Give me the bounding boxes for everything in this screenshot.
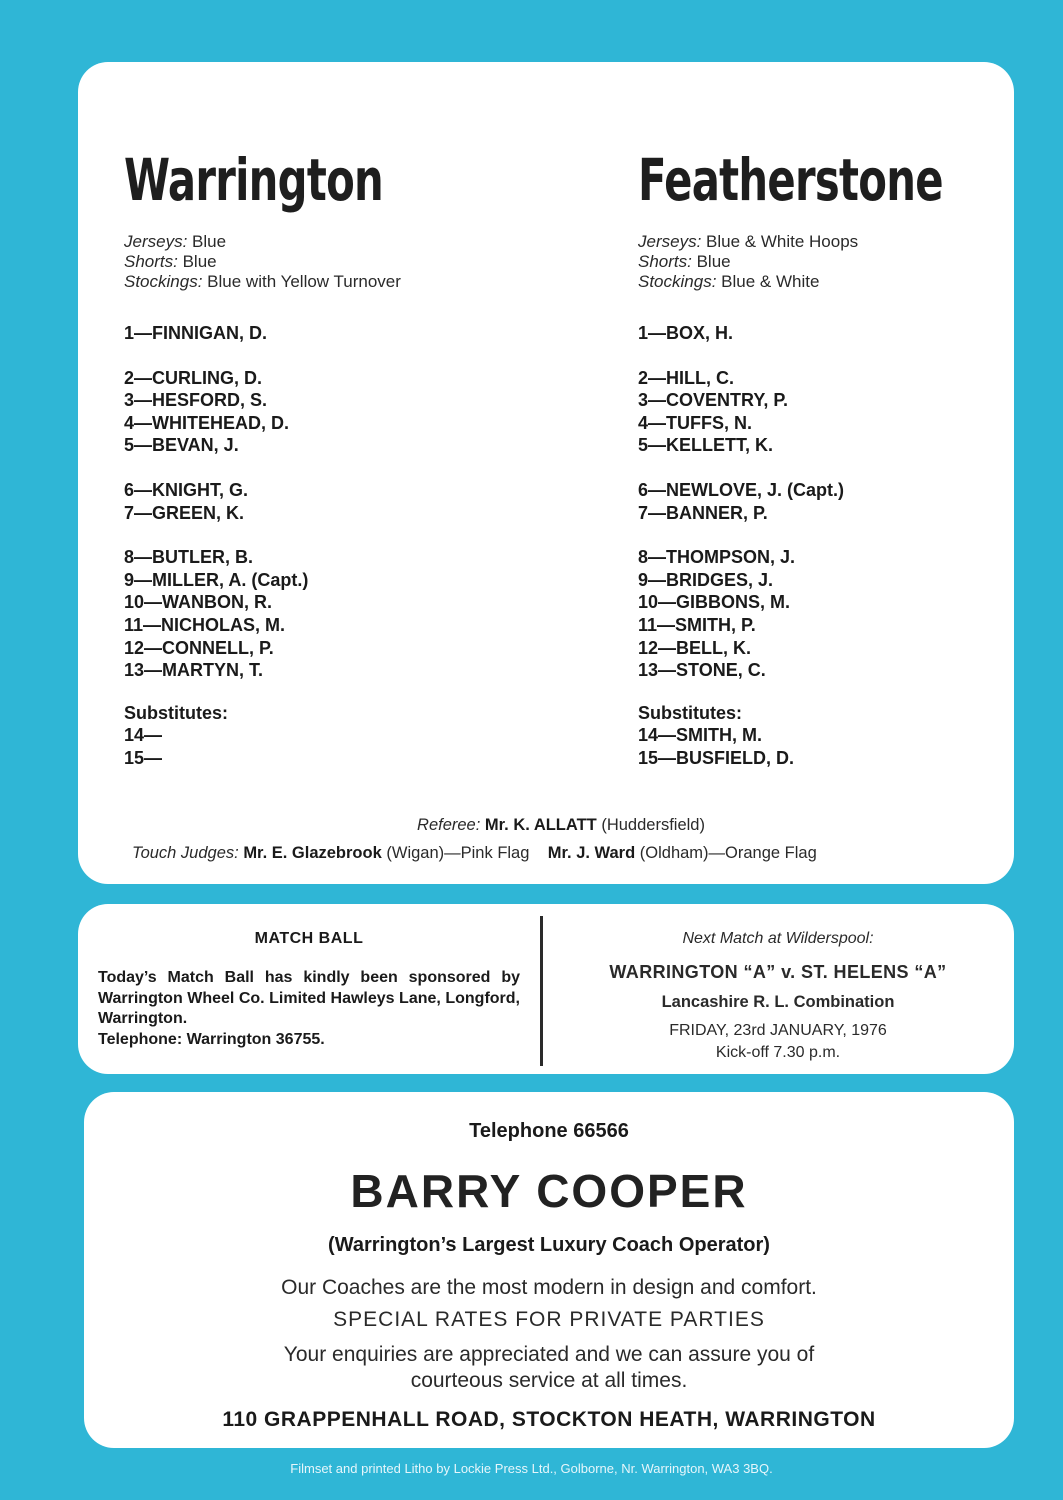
home-kit [124, 232, 544, 292]
away-jerseys-label: Jerseys: [638, 232, 702, 251]
player: 4—TUFFS, N. [638, 412, 753, 433]
advert-card [84, 1092, 1014, 1448]
advert-telephone: Telephone 66566 [469, 1120, 629, 1142]
player: 8—BUTLER, B. [124, 547, 254, 568]
away-kit [638, 232, 998, 292]
away-shorts: Blue [696, 252, 731, 271]
player: 8—THOMPSON, J. [638, 547, 796, 568]
judge1-detail: (Wigan)—Pink Flag [386, 844, 530, 862]
printer-credit: Filmset and printed Litho by Lockie Press Ltd., Golborne, Nr. Warrington, WA3 3BQ. [290, 1461, 773, 1476]
player: 2—HILL, C. [638, 367, 735, 388]
match-ball-section [98, 930, 520, 1050]
next-match-kickoff: Kick-off 7.30 p.m. [715, 1044, 841, 1061]
home-shorts: Blue [182, 252, 217, 271]
player: 7—BANNER, P. [638, 502, 768, 523]
home-jerseys-label: Jerseys: [124, 232, 188, 251]
info-card [78, 904, 1014, 1074]
player: 10—WANBON, R. [124, 592, 273, 613]
player: 11—NICHOLAS, M. [124, 614, 286, 635]
home-jerseys: Blue [192, 232, 227, 251]
advert-line-3b: courteous service at all times. [410, 1369, 688, 1392]
player: 9—BRIDGES, J. [638, 569, 774, 590]
home-stockings-label: Stockings: [124, 272, 203, 291]
substitute: 14— [124, 725, 163, 746]
player: 3—COVENTRY, P. [638, 390, 789, 411]
home-substitutes [124, 724, 544, 769]
player: 3—HESFORD, S. [124, 390, 268, 411]
away-substitutes [638, 724, 998, 769]
player: 12—CONNELL, P. [124, 637, 274, 658]
judge1-name: Mr. E. Glazebrook [243, 844, 382, 862]
match-ball-title: MATCH BALL [254, 930, 364, 947]
referee-label: Referee: [417, 816, 481, 834]
player: 13—MARTYN, T. [124, 660, 264, 681]
team-lineups-card [78, 62, 1014, 884]
home-stockings: Blue with Yellow Turnover [207, 272, 401, 291]
advert-line-2: SPECIAL RATES FOR PRIVATE PARTIES [333, 1308, 765, 1331]
player: 1—FINNIGAN, D. [124, 323, 268, 343]
home-shorts-label: Shorts: [124, 252, 178, 271]
player: 9—MILLER, A. (Capt.) [124, 569, 309, 590]
home-team-name: Warrington [124, 146, 384, 214]
next-match-competition: Lancashire R. L. Combination [661, 993, 895, 1011]
touch-judges-line [78, 838, 1014, 868]
next-match-date [558, 1020, 998, 1064]
advert-address: 110 GRAPPENHALL ROAD, STOCKTON HEATH, WARRINGTON [222, 1408, 876, 1431]
away-substitutes-label: Substitutes: [638, 702, 743, 723]
away-stockings: Blue & White [721, 272, 820, 291]
player: 11—SMITH, P. [638, 614, 756, 635]
judge2-detail: (Oldham)—Orange Flag [639, 844, 817, 862]
player: 5—KELLETT, K. [638, 435, 774, 456]
match-ball-text: Today’s Match Ball has kindly been sponsored by Warrington Wheel Co. Limited Hawleys Lane, Longford, Warrington. [98, 969, 520, 1027]
player: 12—BELL, K. [638, 637, 752, 658]
away-team-name: Featherstone [638, 146, 943, 214]
home-team [124, 140, 544, 770]
match-officials [78, 812, 1014, 868]
substitute: 15—BUSFIELD, D. [638, 747, 795, 768]
next-match-day: FRIDAY, 23rd JANUARY, 1976 [669, 1022, 887, 1039]
player: 2—CURLING, D. [124, 367, 263, 388]
player: 4—WHITEHEAD, D. [124, 412, 290, 433]
advert-line-3 [84, 1342, 1014, 1394]
judge2-name: Mr. J. Ward [547, 844, 636, 862]
home-squad [124, 322, 544, 682]
away-jerseys: Blue & White Hoops [706, 232, 859, 251]
substitute: 14—SMITH, M. [638, 725, 763, 746]
referee-name: Mr. K. ALLATT [484, 816, 597, 834]
away-shorts-label: Shorts: [638, 252, 692, 271]
next-match-label: Next Match at Wilderspool: [682, 930, 874, 947]
substitute: 15— [124, 747, 163, 768]
away-stockings-label: Stockings: [638, 272, 717, 291]
next-match-section [558, 930, 998, 1064]
player: 7—GREEN, K. [124, 502, 245, 523]
player: 1—BOX, H. [638, 323, 734, 343]
player: 6—KNIGHT, G. [124, 479, 249, 500]
away-team [638, 140, 998, 770]
divider [540, 916, 543, 1066]
touch-judges-label: Touch Judges: [132, 844, 239, 862]
advert-tagline: (Warrington’s Largest Luxury Coach Operator) [328, 1234, 770, 1256]
referee-club: (Huddersfield) [601, 816, 705, 834]
player: 6—NEWLOVE, J. (Capt.) [638, 479, 845, 500]
next-match-fixture: WARRINGTON “A” v. ST. HELENS “A” [609, 962, 947, 982]
referee-line [78, 812, 1014, 838]
player: 5—BEVAN, J. [124, 435, 239, 456]
home-substitutes-label: Substitutes: [124, 702, 229, 723]
advert-line-3a: Your enquiries are appreciated and we can assure you of [283, 1343, 815, 1366]
player: 10—GIBBONS, M. [638, 592, 791, 613]
match-ball-telephone: Telephone: Warrington 36755. [98, 1030, 325, 1048]
player: 13—STONE, C. [638, 660, 766, 681]
advert-line-1: Our Coaches are the most modern in design and comfort. [281, 1276, 817, 1299]
advert-company-name: BARRY COOPER [350, 1165, 748, 1217]
away-squad [638, 322, 998, 682]
